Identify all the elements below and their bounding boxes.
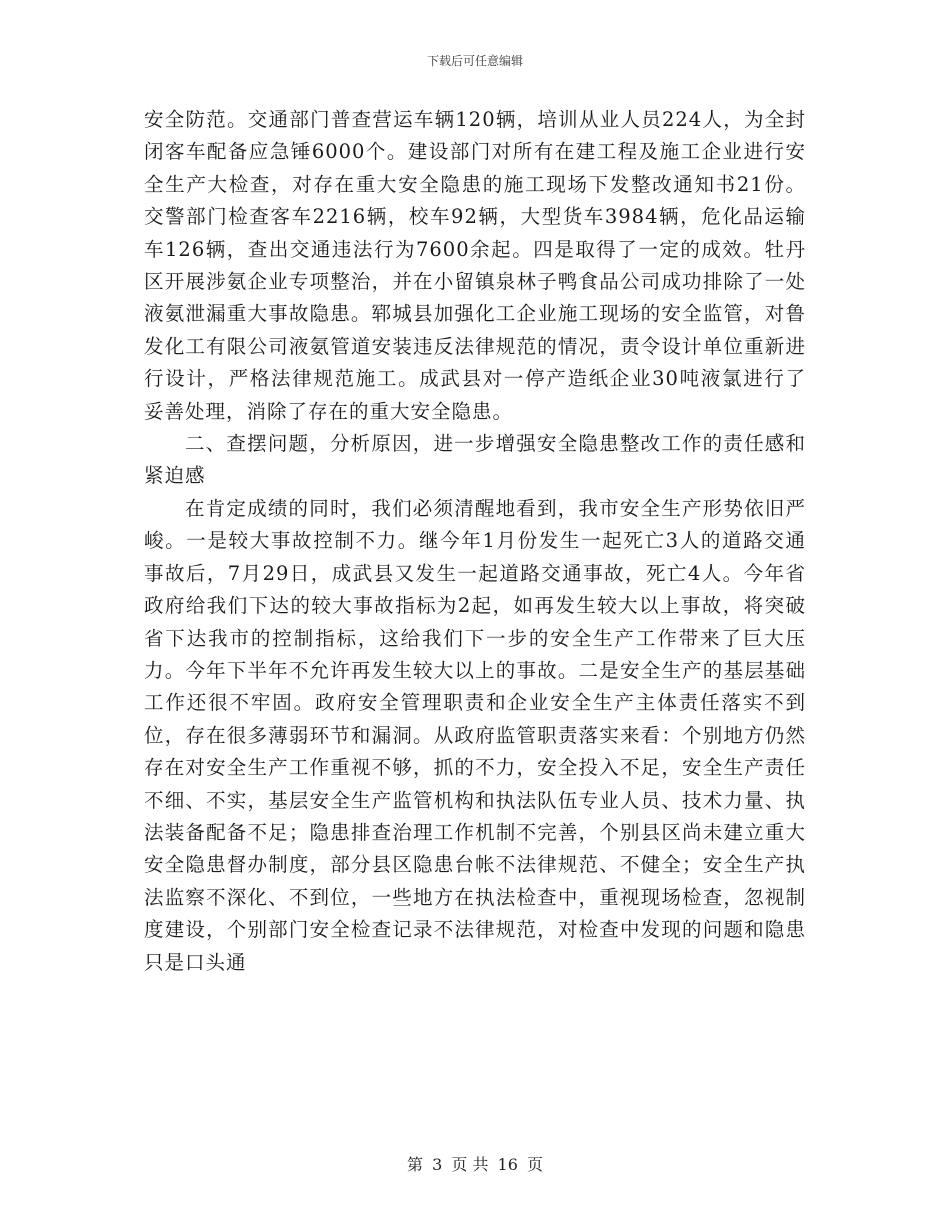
paragraph-3: 在肯定成绩的同时，我们必须清醒地看到，我市安全生产形势依旧严峻。一是较大事故控制不力。继今年1月份发生一起死亡3人的道路交通事故后，7月29日，成武县又发生一起道路交通事故，死亡4人。今年省政府给我们下达的较大事故指标为2起，如再发生较大以上事故，将突破省下达我市的控制指标，这给我们下一步的安全生产工作带来了巨大压力。今年下半年不允许再发生较大以上的事故。二是安全生产的基层基础工作还很不牢固。政府安全管理职责和企业安全生产主体责任落实不到位，存在很多薄弱环节和漏洞。从政府监管职责落实来看：个别地方仍然存在对安全生产工作重视不够，抓的不力，安全投入不足，安全生产责任不细、不实，基层安全生产监管机构和执法队伍专业人员、技术力量、执法装备配备不足；隐患排查治理工作机制不完善，个别县区尚未建立重大安全隐患督办制度，部分县区隐患台帐不法律规范、不健全；安全生产执法监察不深化、不到位，一些地方在执法检查中，重视现场检查，忽视制度建设，个别部门安全检查记录不法律规范，对检查中发现的问题和隐患只是口头通 xyxy=(144,496,806,974)
document-body xyxy=(144,104,806,979)
page-total: 16 xyxy=(497,1155,518,1174)
page-footer xyxy=(0,1152,950,1175)
page-number: 3 xyxy=(432,1155,443,1174)
footer-middle: 页 共 xyxy=(451,1155,489,1174)
footer-prefix: 第 xyxy=(406,1155,423,1174)
page-header: 下载后可任意编辑 xyxy=(426,54,523,68)
paragraph-1: 安全防范。交通部门普查营运车辆120辆，培训从业人员224人，为全封闭客车配备应急锤6000个。建设部门对所有在建工程及施工企业进行安全生产大检查，对存在重大安全隐患的施工现场下发整改通知书21份。交警部门检查客车2216辆，校车92辆，大型货车3984辆，危化品运输车126辆，查出交通违法行为7600余起。四是取得了一定的成效。牡丹区开展涉氨企业专项整治，并在小留镇泉林子鸭食品公司成功排除了一处液氨泄漏重大事故隐患。郓城县加强化工企业施工现场的安全监管，对鲁发化工有限公司液氨管道安装违反法律规范的情况，责令设计单位重新进行设计，严格法律规范施工。成武县对一停产造纸企业30吨液氯进行了妥善处理，消除了存在的重大安全隐患。 xyxy=(144,108,806,423)
section-heading-2: 二、查摆问题，分析原因，进一步增强安全隐患整改工作的责任感和紧迫感 xyxy=(144,432,806,488)
footer-suffix: 页 xyxy=(527,1155,544,1174)
